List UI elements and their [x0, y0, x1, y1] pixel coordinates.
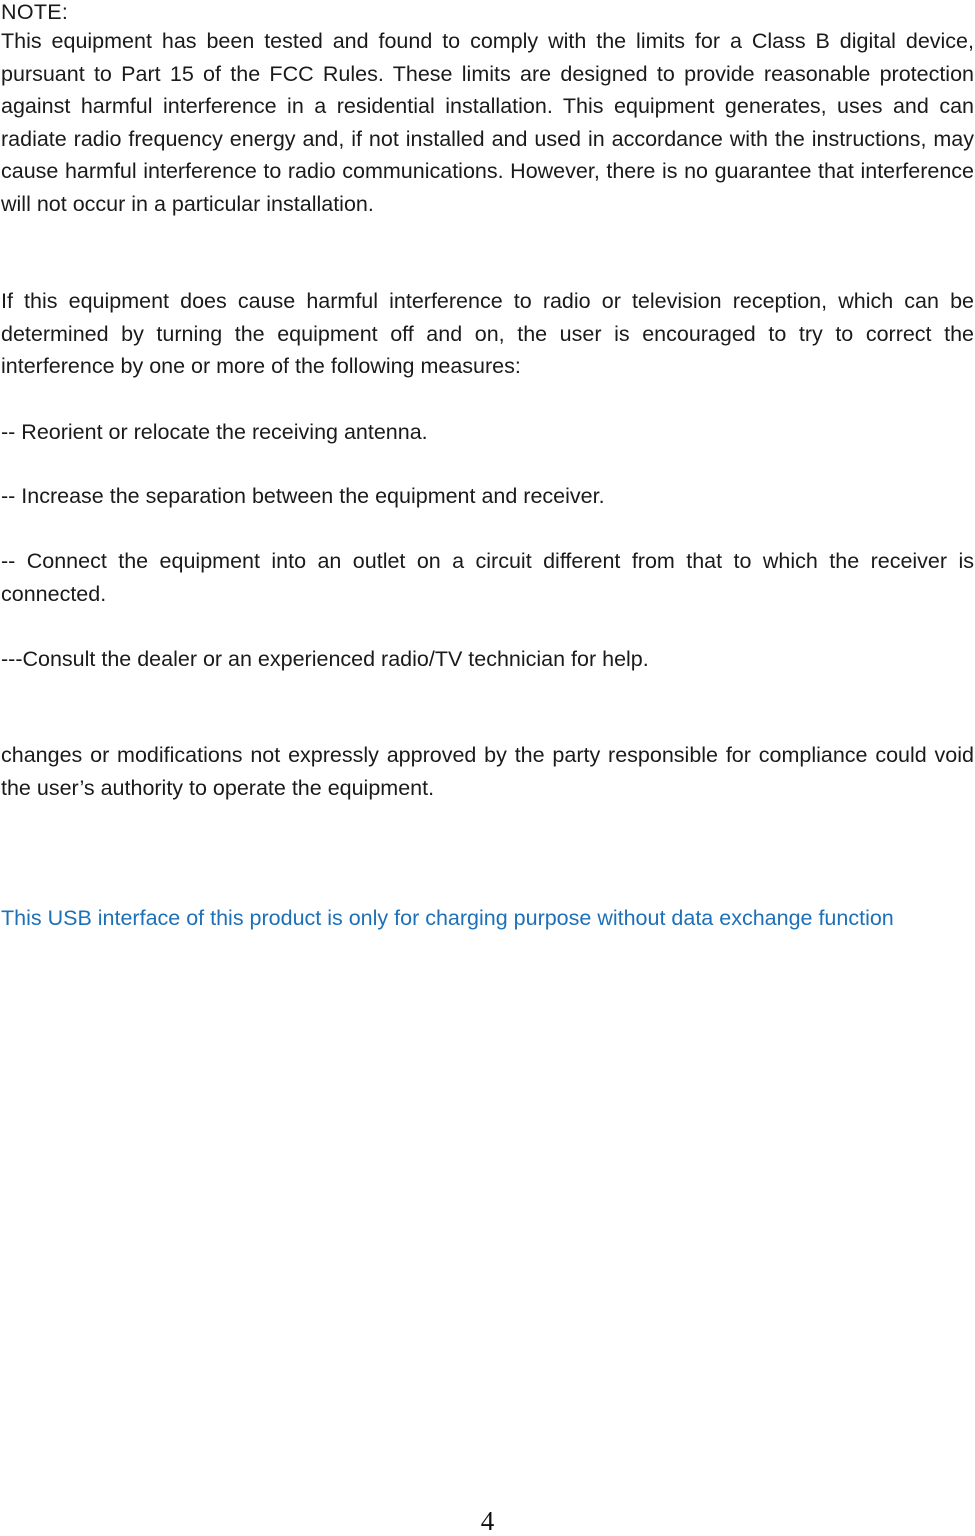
- measure-consult-dealer: ---Consult the dealer or an experienced radio/TV technician for help.: [1, 647, 649, 671]
- note-heading: NOTE:: [1, 0, 69, 24]
- fcc-statement-paragraph: This equipment has been tested and found to comply with the limits for a Class B digital device, pursuant to Part 15 of the FCC Rules. These limits are designed to provide reasonable protection against harmful interference in a residential installation. This equipment generates, uses and can radiate radio frequency energy and, if not installed and used in accordance with the instructions, may cause harmful interference to radio communications. However, there is no guarantee that interference will not occur in a particular installation.: [1, 29, 974, 216]
- interference-intro-paragraph: If this equipment does cause harmful interference to radio or television reception, which can be determined by turning the equipment off and on, the user is encouraged to try to correct the interference by one or more of the following measures:: [1, 289, 974, 378]
- modifications-warning-paragraph: changes or modifications not expressly approved by the party responsible for compliance could void the user’s authority to operate the equipment.: [1, 743, 974, 800]
- measure-reorient-antenna: -- Reorient or relocate the receiving antenna.: [1, 420, 428, 444]
- usb-charging-note: This USB interface of this product is only for charging purpose without data exchange function: [1, 906, 894, 930]
- measure-different-outlet: -- Connect the equipment into an outlet on a circuit different from that to which the receiver is connected.: [1, 549, 974, 606]
- page-number: 4: [480, 1506, 495, 1536]
- measure-increase-separation: -- Increase the separation between the equipment and receiver.: [1, 484, 605, 508]
